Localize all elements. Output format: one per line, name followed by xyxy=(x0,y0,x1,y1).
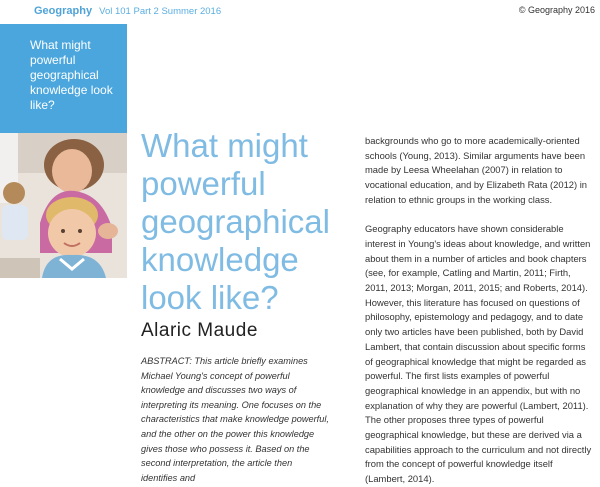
body-paragraph: Geography educators have shown considerable interest in Young's ideas about knowledge, and written about them in a number of articles and book chapters (see, for example, Catling and Martin, 2011; Firth, 2011, 2013; Morgan, 2011, 2015; and Roberts, 2014). However, this literature has focused on questions of philosophy, epistemology and pedagogy, and to date only two articles have been published, both by David Lambert, that contain discussion about specific forms of geographical knowledge that might be regarded as powerful. The first lists examples of powerful geographical knowledge in an appendix, but with no explanation of why they are powerful (Lambert, 2011). The other proposes three types of powerful geographical knowledge, but these are derived via a capabilities approach to the curriculum and not directly from the concept of powerful knowledge itself (Lambert, 2014). xyxy=(365,223,592,485)
article-abstract: ABSTRACT: This article briefly examines Michael Young's concept of powerful knowledge and discusses two ways of interpreting its meaning. One focuses on the characteristics that make knowledge powerful, and the other on the power this knowledge gives those who possess it. Based on the second interpretation, the article then identifies and xyxy=(141,356,329,483)
copyright-notice: © Geography 2016 xyxy=(518,5,595,15)
sidebar-title-box xyxy=(0,24,127,133)
classroom-photo xyxy=(0,133,127,278)
journal-name: Geography xyxy=(34,5,93,17)
article-title: What might powerful geographical knowledge look like? xyxy=(141,127,330,316)
journal-issue-info: Vol 101 Part 2 Summer 2016 xyxy=(99,6,222,17)
article-author: Alaric Maude xyxy=(141,320,258,341)
body-paragraph: backgrounds who go to more academically-oriented schools (Young, 2013). Similar arguments have been made by Leesa Wheelahan (2007) in relation to vocational education, and by Elizabeth Rata (2012) in relation to ethnic groups in the working class. xyxy=(365,135,588,205)
body-text-column xyxy=(365,134,595,485)
sidebar-title: What might powerful geographical knowledge look like? xyxy=(30,38,113,112)
journal-header xyxy=(34,5,221,17)
